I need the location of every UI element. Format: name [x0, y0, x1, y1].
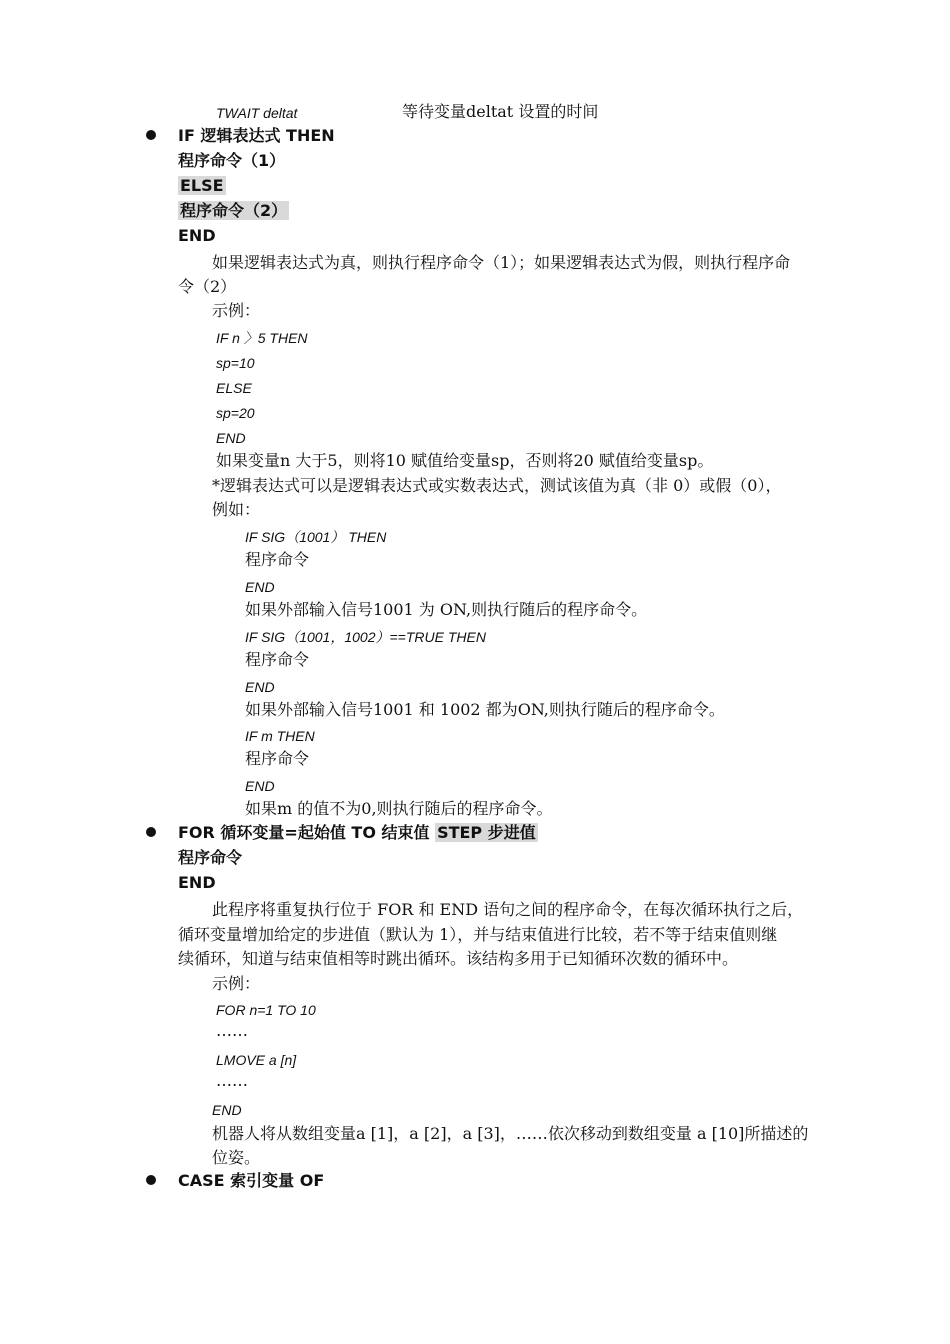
sub3-end: END	[245, 778, 275, 794]
if-header: IF 逻辑表达式 THEN	[178, 126, 335, 145]
if-desc-line2: 令（2）	[178, 277, 237, 296]
if-cmd2: 程序命令（2）	[180, 201, 288, 220]
for-example-desc-line2: 位姿。	[212, 1148, 261, 1167]
bullet-icon	[146, 827, 156, 837]
sub2-command: 程序命令	[245, 650, 310, 669]
if-example-description: 如果变量n 大于5，则将10 赋值给变量sp，否则将20 赋值给变量sp。	[216, 451, 714, 470]
twait-description: 等待变量deltat 设置的时间	[402, 102, 599, 121]
for-example-line: ……	[216, 1021, 248, 1040]
for-example-label: 示例：	[212, 974, 261, 993]
if-example-line: IF n 〉5 THEN	[216, 330, 308, 346]
bullet-icon	[146, 130, 156, 140]
for-header: FOR 循环变量=起始值 TO 结束值	[178, 823, 436, 842]
sub1-command: 程序命令	[245, 550, 310, 569]
if-example-line: sp=20	[216, 405, 255, 421]
for-desc-line1: 此程序将重复执行位于 FOR 和 END 语句之间的程序命令，在每次循环执行之后，	[212, 900, 804, 919]
if-note-line1: *逻辑表达式可以是逻辑表达式或实数表达式，测试该值为真（非 0）或假（0），	[212, 476, 782, 495]
sub3-command: 程序命令	[245, 749, 310, 768]
for-example-line: ……	[216, 1071, 248, 1090]
twait-code: TWAIT deltat	[216, 105, 298, 121]
for-end: END	[178, 873, 216, 892]
sub1-description: 如果外部输入信号1001 为 ON,则执行随后的程序命令。	[245, 600, 648, 619]
if-note-line2: 例如：	[212, 500, 261, 519]
for-example-desc-line1: 机器人将从数组变量a [1]，a [2]，a [3]，……依次移动到数组变量 a [10]所描述的	[212, 1124, 809, 1143]
for-example-line: FOR n=1 TO 10	[216, 1002, 316, 1018]
for-example-line: END	[212, 1102, 242, 1118]
sub3-description: 如果m 的值不为0,则执行随后的程序命令。	[245, 799, 553, 818]
sub2-description: 如果外部输入信号1001 和 1002 都为ON,则执行随后的程序命令。	[245, 700, 725, 719]
if-cmd1: 程序命令（1）	[178, 151, 286, 170]
for-desc-line3: 续循环，知道与结束值相等时跳出循环。该结构多用于已知循环次数的循环中。	[178, 949, 739, 968]
if-end: END	[178, 226, 216, 245]
if-example-line: END	[216, 430, 246, 446]
if-example-line: sp=10	[216, 355, 255, 371]
sub1-condition: IF SIG（1001） THEN	[245, 529, 387, 545]
else-keyword: ELSE	[180, 176, 224, 195]
case-header: CASE 索引变量 OF	[178, 1171, 325, 1190]
if-example-label: 示例：	[212, 301, 261, 320]
for-desc-line2: 循环变量增加给定的步进值（默认为 1），并与结束值进行比较，若不等于结束值则继	[178, 925, 778, 944]
sub2-end: END	[245, 679, 275, 695]
if-desc-line1: 如果逻辑表达式为真，则执行程序命令（1）；如果逻辑表达式为假，则执行程序命	[212, 253, 791, 272]
sub1-end: END	[245, 579, 275, 595]
for-step-keyword: STEP 步进值	[437, 823, 536, 842]
for-example-line: LMOVE a [n]	[216, 1052, 297, 1068]
sub3-condition: IF m THEN	[245, 728, 315, 744]
bullet-icon	[146, 1175, 156, 1185]
if-example-line: ELSE	[216, 380, 252, 396]
for-command: 程序命令	[178, 848, 243, 867]
sub2-condition: IF SIG（1001，1002）==TRUE THEN	[245, 629, 486, 645]
